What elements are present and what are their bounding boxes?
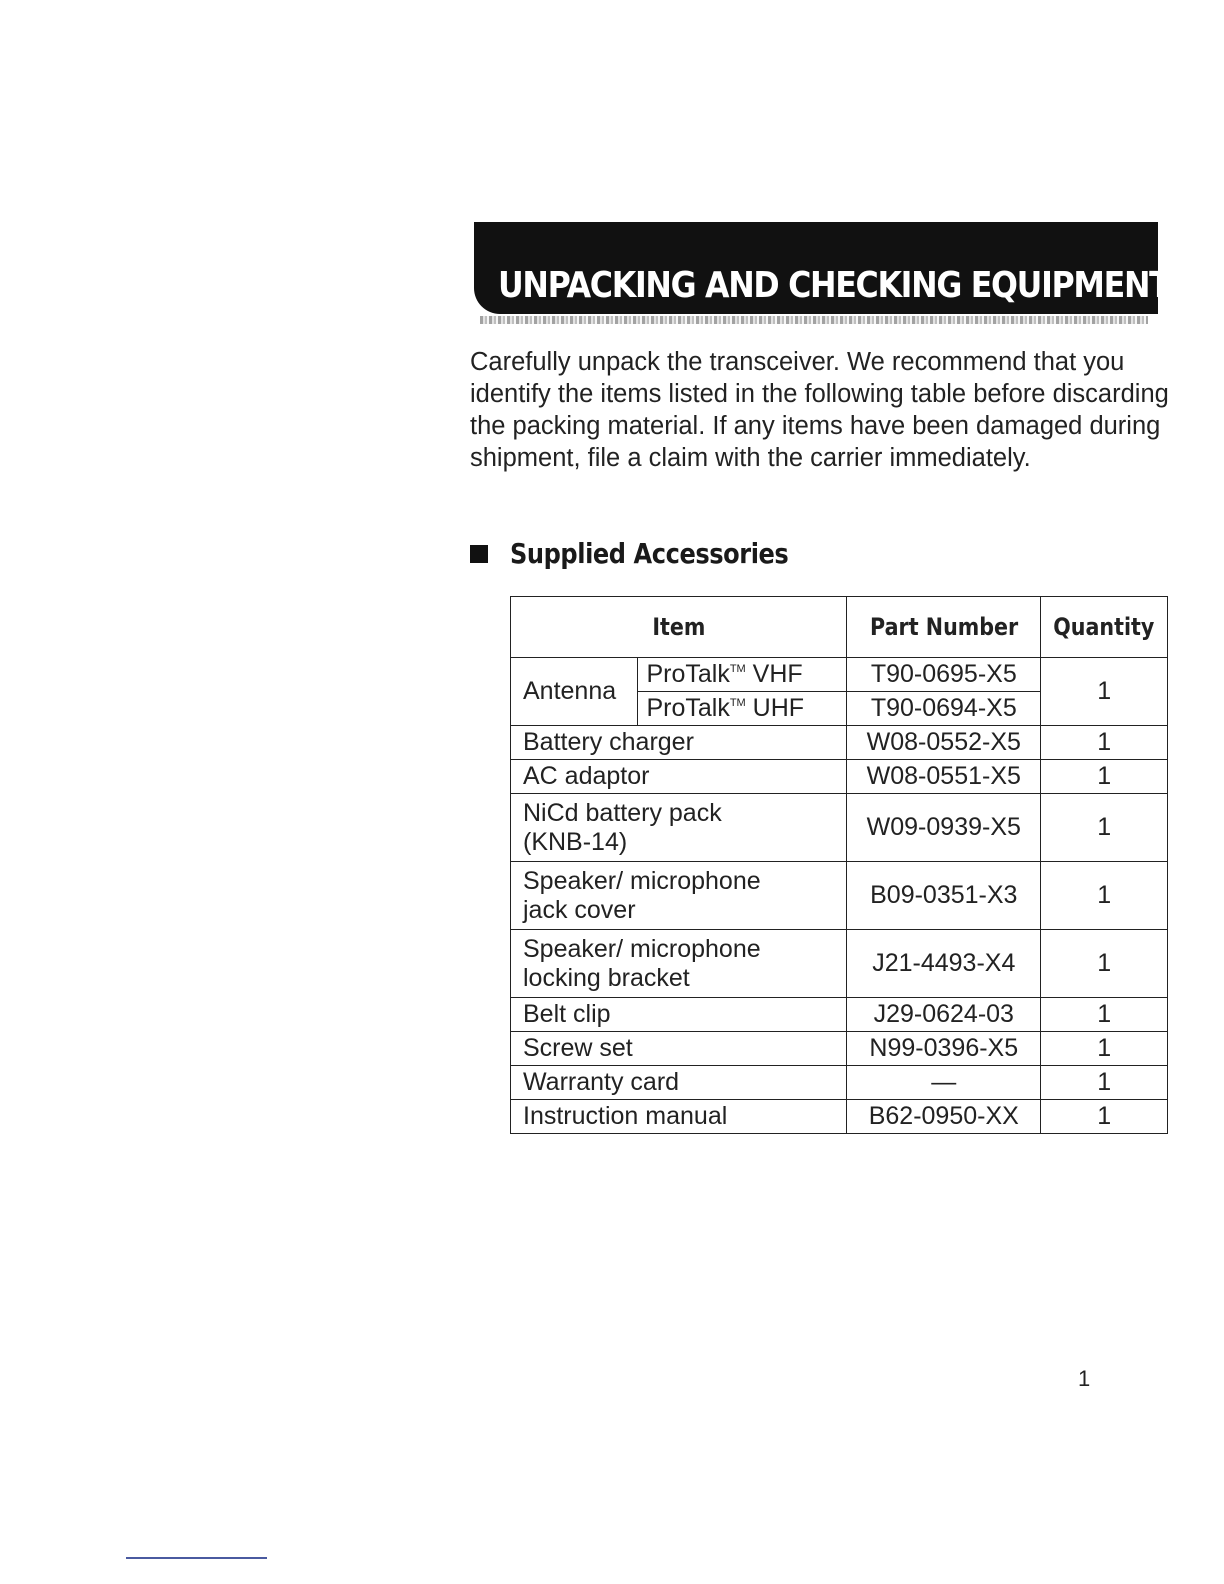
page-title: UNPACKING AND CHECKING EQUIPMENT <box>498 265 1170 306</box>
antenna-variant-uhf: ProTalk™ UHF <box>638 692 847 726</box>
item-name: Screw set <box>511 1032 847 1066</box>
quantity: 1 <box>1041 1066 1168 1100</box>
item-name: Instruction manual <box>511 1100 847 1134</box>
antenna-variant-vhf: ProTalk™ VHF <box>638 658 847 692</box>
part-number: B62-0950-XX <box>847 1100 1041 1134</box>
section-title: Supplied Accessories <box>510 537 789 570</box>
item-name: Belt clip <box>511 998 847 1032</box>
part-number: T90-0694-X5 <box>847 692 1041 726</box>
section-banner <box>474 222 1170 314</box>
table-row <box>511 726 1168 760</box>
table-row <box>511 862 1168 930</box>
item-name: Speaker/ microphone locking bracket <box>511 930 847 998</box>
header-quantity: Quantity <box>1041 597 1168 658</box>
margin-line <box>126 1557 267 1559</box>
quantity: 1 <box>1041 998 1168 1032</box>
item-name: Speaker/ microphone jack cover <box>511 862 847 930</box>
bullet-square-icon <box>470 545 488 563</box>
part-number: B09-0351-X3 <box>847 862 1041 930</box>
quantity: 1 <box>1041 1100 1168 1134</box>
table-row <box>511 794 1168 862</box>
table-row <box>511 930 1168 998</box>
part-number: T90-0695-X5 <box>847 658 1041 692</box>
quantity: 1 <box>1041 794 1168 862</box>
part-number: W08-0552-X5 <box>847 726 1041 760</box>
section-heading <box>470 537 834 570</box>
item-name: Warranty card <box>511 1066 847 1100</box>
part-number: — <box>847 1066 1041 1100</box>
quantity: 1 <box>1041 760 1168 794</box>
part-number: J21-4493-X4 <box>847 930 1041 998</box>
accessories-table <box>510 596 1168 1134</box>
table-row <box>511 1066 1168 1100</box>
part-number: W09-0939-X5 <box>847 794 1041 862</box>
quantity: 1 <box>1041 1032 1168 1066</box>
item-name: NiCd battery pack (KNB-14) <box>511 794 847 862</box>
banner-underline <box>480 316 1148 324</box>
quantity: 1 <box>1041 862 1168 930</box>
item-name: AC adaptor <box>511 760 847 794</box>
antenna-label: Antenna <box>511 658 638 726</box>
header-part-number: Part Number <box>847 597 1041 658</box>
table-row <box>511 1032 1168 1066</box>
table-row <box>511 658 1168 692</box>
part-number: N99-0396-X5 <box>847 1032 1041 1066</box>
intro-paragraph: Carefully unpack the transceiver. We recommend that you identify the items listed in the following table before discarding the packing material. If any items have been damaged during shipment, file a claim with the carrier immediately. <box>470 348 1169 472</box>
table-row <box>511 760 1168 794</box>
page-number: 1 <box>1078 1366 1091 1391</box>
table-row <box>511 998 1168 1032</box>
table-header-row <box>511 597 1168 658</box>
part-number: J29-0624-03 <box>847 998 1041 1032</box>
header-item: Item <box>511 597 847 658</box>
quantity: 1 <box>1041 726 1168 760</box>
table-row <box>511 1100 1168 1134</box>
quantity: 1 <box>1041 930 1168 998</box>
part-number: W08-0551-X5 <box>847 760 1041 794</box>
item-name: Battery charger <box>511 726 847 760</box>
quantity: 1 <box>1041 658 1168 726</box>
